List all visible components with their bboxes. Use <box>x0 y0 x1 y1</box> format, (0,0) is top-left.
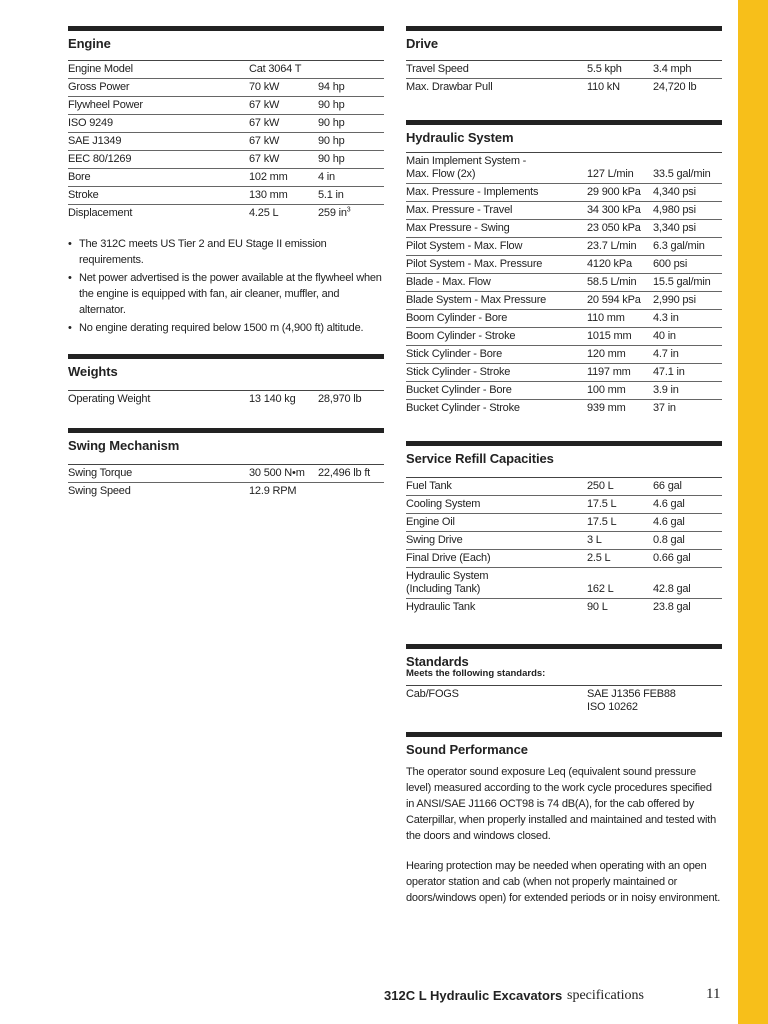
list-item: • No engine derating required below 1500 m (4,900 ft) altitude. <box>68 320 384 336</box>
hydraulic-section <box>406 120 722 417</box>
weights-section <box>68 354 384 408</box>
table-row: Stick Cylinder - Stroke 1197 mm 47.1 in <box>406 364 722 382</box>
table-row: Engine Oil 17.5 L 4.6 gal <box>406 514 722 532</box>
sound-paragraph-2: Hearing protection may be needed when operating with an open operator station and cab (when not properly maintained or doors/windows open) for extended periods or in noisy environment. <box>406 860 721 904</box>
table-row: Flywheel Power 67 kW 90 hp <box>68 97 384 115</box>
table-row: Max. Pressure - Implements 29 900 kPa 4,340 psi <box>406 184 722 202</box>
drive-section <box>406 26 722 96</box>
table-row: Max Pressure - Swing 23 050 kPa 3,340 psi <box>406 220 722 238</box>
table-row: Max. Pressure - Travel 34 300 kPa 4,980 psi <box>406 202 722 220</box>
table-row: Swing Speed 12.9 RPM <box>68 485 297 497</box>
hyd-label-line2: (Including Tank) <box>406 583 481 595</box>
table-row: Travel Speed 5.5 kph 3.4 mph <box>406 61 722 79</box>
refill-heading: Service Refill Capacities <box>406 441 722 469</box>
table-row: Boom Cylinder - Stroke 1015 mm 40 in <box>406 328 722 346</box>
table-row: Cab/FOGS SAE J1356 FEB88 ISO 10262 <box>406 688 676 713</box>
footer-title: 312C L Hydraulic Excavators <box>384 988 563 1003</box>
table-row: Operating Weight 13 140 kg 28,970 lb <box>68 393 362 405</box>
flow-label-line2: Max. Flow (2x) <box>406 168 476 180</box>
table-row: Bore 102 mm 4 in <box>68 169 384 187</box>
page-number: 11 <box>706 986 721 1002</box>
table-row: Cooling System 17.5 L 4.6 gal <box>406 496 722 514</box>
footer-subtitle: specifications <box>567 988 644 1003</box>
engine-heading: Engine <box>68 26 384 54</box>
table-row: Blade System - Max Pressure 20 594 kPa 2,990 psi <box>406 292 722 310</box>
engine-table <box>68 60 384 222</box>
standards-subtitle: Meets the following standards: <box>406 668 546 679</box>
table-row: Bucket Cylinder - Stroke 939 mm 37 in <box>406 402 676 414</box>
page-footer <box>384 986 724 1008</box>
swing-section <box>68 428 384 500</box>
table-row: Swing Drive 3 L 0.8 gal <box>406 532 722 550</box>
cubic-superscript: 3 <box>346 206 351 214</box>
table-row: Stroke 130 mm 5.1 in <box>68 187 384 205</box>
table-row: Stick Cylinder - Bore 120 mm 4.7 in <box>406 346 722 364</box>
table-row: Swing Torque 30 500 N•m 22,496 lb ft <box>68 465 384 483</box>
left-column <box>68 26 384 500</box>
weights-table <box>68 390 384 408</box>
swing-heading: Swing Mechanism <box>68 428 384 456</box>
table-row: Blade - Max. Flow 58.5 L/min 15.5 gal/min <box>406 274 722 292</box>
yellow-edge-stripe <box>738 0 768 1024</box>
standard-1: SAE J1356 FEB88 <box>587 688 676 700</box>
table-row: Final Drive (Each) 2.5 L 0.66 gal <box>406 550 722 568</box>
hydraulic-table <box>406 152 722 417</box>
table-row: EEC 80/1269 67 kW 90 hp <box>68 151 384 169</box>
sound-section <box>406 732 722 906</box>
standards-table <box>406 685 722 716</box>
flow-label-line1: Main Implement System - <box>406 155 527 167</box>
standards-heading: Standards <box>406 644 722 672</box>
table-row: SAE J1349 67 kW 90 hp <box>68 133 384 151</box>
engine-section <box>68 26 384 336</box>
standard-2: ISO 10262 <box>587 701 638 713</box>
table-row: ISO 9249 67 kW 90 hp <box>68 115 384 133</box>
table-row: Hydraulic System (Including Tank) 162 L 42.8 gal <box>406 568 722 599</box>
table-row: Engine Model Cat 3064 T <box>68 61 384 79</box>
table-row: Fuel Tank 250 L 66 gal <box>406 478 722 496</box>
standards-section <box>406 644 722 716</box>
table-row: Pilot System - Max. Flow 23.7 L/min 6.3 gal/min <box>406 238 722 256</box>
sound-heading: Sound Performance <box>406 732 722 760</box>
swing-table <box>68 464 384 500</box>
hydraulic-heading: Hydraulic System <box>406 120 722 148</box>
refill-table <box>406 477 722 616</box>
table-row: Boom Cylinder - Bore 110 mm 4.3 in <box>406 310 722 328</box>
drive-heading: Drive <box>406 26 722 54</box>
drive-table <box>406 60 722 96</box>
hyd-label-line1: Hydraulic System <box>406 570 489 582</box>
table-row: Hydraulic Tank 90 L 23.8 gal <box>406 601 691 613</box>
refill-section <box>406 441 722 616</box>
weights-heading: Weights <box>68 354 384 382</box>
table-row: Displacement 4.25 L 259 $in^3$ <box>68 206 351 219</box>
table-row: Gross Power 70 kW 94 hp <box>68 79 384 97</box>
table-row: Main Implement System - Max. Flow (2x) 127 L/min 33.5 gal/min <box>406 153 722 184</box>
list-item: • Net power advertised is the power available at the flywheel when the engine is equipped with fan, air cleaner, muffler, and alternator. <box>68 270 384 318</box>
list-item: • The 312C meets US Tier 2 and EU Stage II emission requirements. <box>68 236 384 268</box>
displacement-imperial: 259 in <box>318 207 347 219</box>
engine-notes <box>68 236 384 336</box>
table-row: Bucket Cylinder - Bore 100 mm 3.9 in <box>406 382 722 400</box>
table-row: Max. Drawbar Pull 110 kN 24,720 lb <box>406 81 697 93</box>
right-column <box>406 26 722 906</box>
table-row: Pilot System - Max. Pressure 4120 kPa 600 psi <box>406 256 722 274</box>
sound-paragraph-1: The operator sound exposure Leq (equivalent sound pressure level) measured according to the work cycle procedures specified in ANSI/SAE J1166 OCT98 is 74 dB(A), for the cab offered by Caterpillar, when properly installed and maintained and tested with the doors and windows closed. <box>406 766 717 842</box>
